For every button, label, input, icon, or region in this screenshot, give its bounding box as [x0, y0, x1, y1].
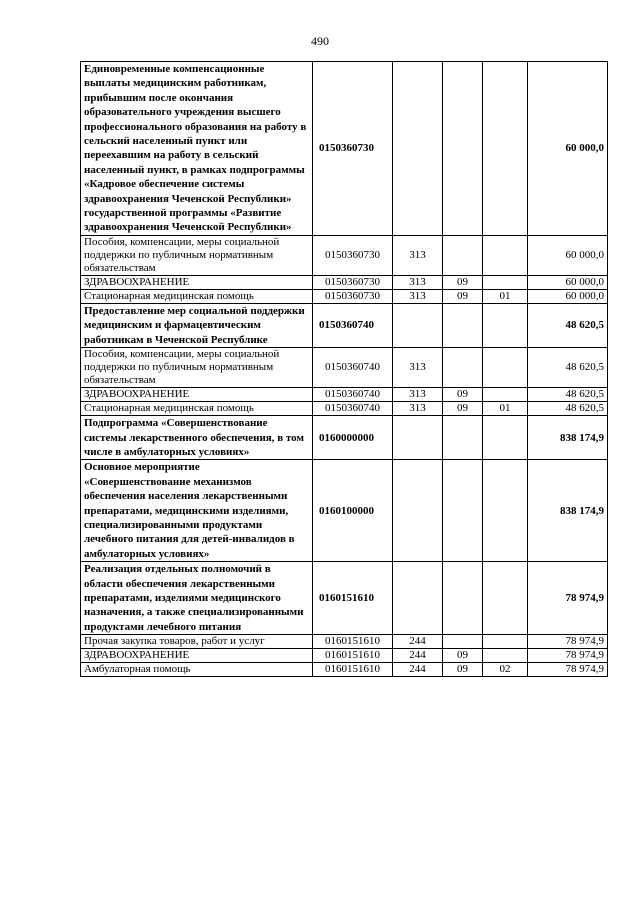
- row-subsection-cell: [483, 235, 528, 275]
- row-csr-code-cell: 0150360730: [313, 275, 393, 289]
- row-amount-cell: 48 620,5: [528, 303, 608, 347]
- row-subsection-cell: 01: [483, 402, 528, 416]
- row-name-cell: Стационарная медицинская помощь: [81, 289, 313, 303]
- table-row: [81, 402, 608, 416]
- row-expense-type-cell: [393, 460, 443, 562]
- row-amount-cell: 60 000,0: [528, 235, 608, 275]
- row-expense-type-cell: 313: [393, 348, 443, 388]
- row-name-cell: Реализация отдельных полномочий в области обеспечения лекарственными препаратами, изделиями медицинского назначения, а также специализированными продуктами лечебного питания: [81, 562, 313, 635]
- row-amount-cell: 78 974,9: [528, 635, 608, 649]
- table-row: [81, 235, 608, 275]
- row-amount-cell: 60 000,0: [528, 275, 608, 289]
- table-row: [81, 275, 608, 289]
- table-row: [81, 460, 608, 562]
- row-expense-type-cell: 244: [393, 635, 443, 649]
- row-section-cell: 09: [443, 388, 483, 402]
- row-subsection-cell: [483, 388, 528, 402]
- row-csr-code-cell: 0150360730: [313, 235, 393, 275]
- row-name-cell: ЗДРАВООХРАНЕНИЕ: [81, 275, 313, 289]
- table-row: [81, 62, 608, 236]
- row-subsection-cell: [483, 62, 528, 236]
- table-row: [81, 663, 608, 677]
- row-name-cell: Стационарная медицинская помощь: [81, 402, 313, 416]
- row-expense-type-cell: 244: [393, 649, 443, 663]
- row-subsection-cell: [483, 275, 528, 289]
- row-section-cell: [443, 303, 483, 347]
- row-amount-cell: 838 174,9: [528, 416, 608, 460]
- row-section-cell: 09: [443, 289, 483, 303]
- row-csr-code-cell: 0160151610: [313, 649, 393, 663]
- row-csr-code-cell: 0150360740: [313, 388, 393, 402]
- row-expense-type-cell: 313: [393, 289, 443, 303]
- row-subsection-cell: 01: [483, 289, 528, 303]
- row-expense-type-cell: 244: [393, 663, 443, 677]
- table-row: [81, 348, 608, 388]
- row-expense-type-cell: [393, 62, 443, 236]
- row-amount-cell: 48 620,5: [528, 402, 608, 416]
- row-subsection-cell: [483, 303, 528, 347]
- row-name-cell: Подпрограмма «Совершенствование системы лекарственного обеспечения, в том числе в амбулаторных условиях»: [81, 416, 313, 460]
- row-csr-code-cell: 0150360740: [313, 348, 393, 388]
- row-name-cell: Прочая закупка товаров, работ и услуг: [81, 635, 313, 649]
- row-name-cell: ЗДРАВООХРАНЕНИЕ: [81, 388, 313, 402]
- row-section-cell: 09: [443, 649, 483, 663]
- table-row: [81, 388, 608, 402]
- row-name-cell: Пособия, компенсации, меры социальной поддержки по публичным нормативным обязательствам: [81, 235, 313, 275]
- row-section-cell: [443, 635, 483, 649]
- table-row: [81, 562, 608, 635]
- budget-table-body: [81, 62, 608, 677]
- row-name-cell: Единовременные компенсационные выплаты медицинским работникам, прибывшим после окончания образовательного учреждения высшего профессионального образования на работу в сельский населенный пункт или переехавшим на работу в сельский населенный пункт, в рамках подпрограммы «Кадровое обеспечение системы здравоохранения Чеченской Республики» государственной программы «Развитие здравоохранения Чеченской Республики»: [81, 62, 313, 236]
- row-amount-cell: 838 174,9: [528, 460, 608, 562]
- row-expense-type-cell: 313: [393, 235, 443, 275]
- row-csr-code-cell: 0150360730: [313, 289, 393, 303]
- budget-table: [80, 61, 608, 677]
- row-name-cell: Пособия, компенсации, меры социальной поддержки по публичным нормативным обязательствам: [81, 348, 313, 388]
- row-amount-cell: 78 974,9: [528, 663, 608, 677]
- table-row: [81, 303, 608, 347]
- row-amount-cell: 78 974,9: [528, 649, 608, 663]
- row-csr-code-cell: 0160151610: [313, 635, 393, 649]
- table-row: [81, 289, 608, 303]
- row-name-cell: Предоставление мер социальной поддержки медицинским и фармацевтическим работникам в Чеченской Республике: [81, 303, 313, 347]
- row-expense-type-cell: 313: [393, 275, 443, 289]
- row-csr-code-cell: 0150360740: [313, 402, 393, 416]
- row-section-cell: [443, 348, 483, 388]
- row-subsection-cell: 02: [483, 663, 528, 677]
- row-subsection-cell: [483, 649, 528, 663]
- row-section-cell: [443, 235, 483, 275]
- row-subsection-cell: [483, 635, 528, 649]
- table-row: [81, 635, 608, 649]
- row-section-cell: 09: [443, 275, 483, 289]
- row-subsection-cell: [483, 416, 528, 460]
- row-csr-code-cell: 0160151610: [313, 562, 393, 635]
- row-csr-code-cell: 0160151610: [313, 663, 393, 677]
- row-csr-code-cell: 0150360740: [313, 303, 393, 347]
- row-amount-cell: 48 620,5: [528, 388, 608, 402]
- row-section-cell: [443, 416, 483, 460]
- row-section-cell: 09: [443, 663, 483, 677]
- row-expense-type-cell: 313: [393, 388, 443, 402]
- row-section-cell: [443, 460, 483, 562]
- row-amount-cell: 78 974,9: [528, 562, 608, 635]
- page-number: 490: [311, 34, 329, 48]
- table-row: [81, 649, 608, 663]
- row-expense-type-cell: [393, 416, 443, 460]
- row-section-cell: 09: [443, 402, 483, 416]
- row-name-cell: Основное мероприятие «Совершенствование механизмов обеспечения населения лекарственными препаратами, медицинскими изделиями, специализированными продуктами лечебного питания для детей-инвалидов в амбулаторных условиях»: [81, 460, 313, 562]
- row-csr-code-cell: 0150360730: [313, 62, 393, 236]
- row-expense-type-cell: 313: [393, 402, 443, 416]
- row-name-cell: ЗДРАВООХРАНЕНИЕ: [81, 649, 313, 663]
- row-subsection-cell: [483, 460, 528, 562]
- row-amount-cell: 60 000,0: [528, 289, 608, 303]
- row-csr-code-cell: 0160000000: [313, 416, 393, 460]
- row-subsection-cell: [483, 562, 528, 635]
- row-expense-type-cell: [393, 303, 443, 347]
- table-row: [81, 416, 608, 460]
- row-amount-cell: 48 620,5: [528, 348, 608, 388]
- row-amount-cell: 60 000,0: [528, 62, 608, 236]
- row-expense-type-cell: [393, 562, 443, 635]
- row-subsection-cell: [483, 348, 528, 388]
- row-name-cell: Амбулаторная помощь: [81, 663, 313, 677]
- row-section-cell: [443, 62, 483, 236]
- row-section-cell: [443, 562, 483, 635]
- row-csr-code-cell: 0160100000: [313, 460, 393, 562]
